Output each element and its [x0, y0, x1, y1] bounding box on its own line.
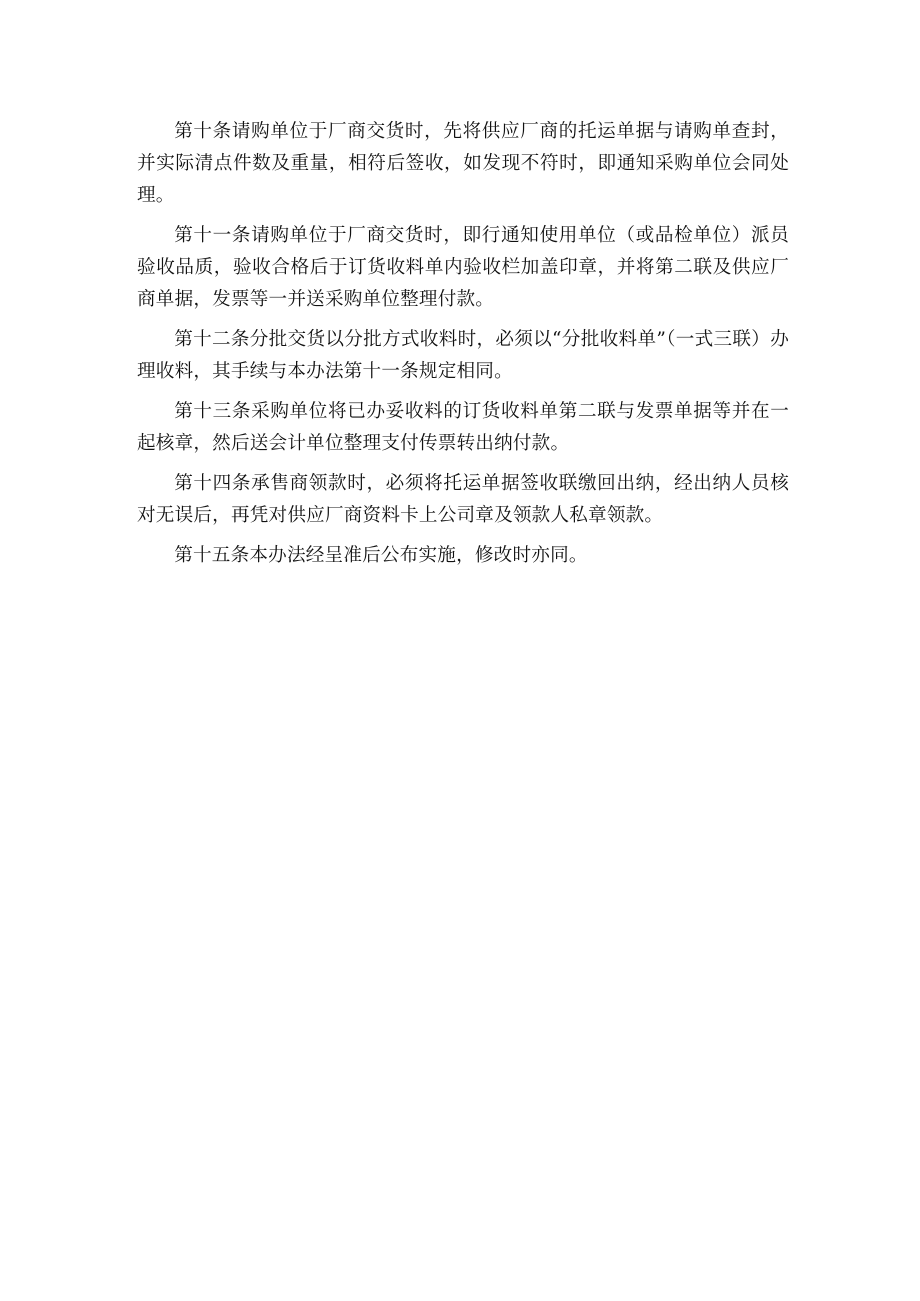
article-14-paragraph: 第十四条承售商领款时，必须将托运单据签收联缴回出纳，经出纳人员核对无误后，再凭对供应厂商资料卡上公司章及领款人私章领款。	[137, 473, 789, 526]
article-11-paragraph: 第十一条请购单位于厂商交货时，即行通知使用单位（或品检单位）派员验收品质，验收合格后于订货收料单内验收栏加盖印章，并将第二联及供应厂商单据，发票等一并送采购单位整理付款。	[137, 225, 789, 310]
article-12-paragraph: 第十二条分批交货以分批方式收料时，必须以“分批收料单”（一式三联）办理收料，其手续与本办法第十一条规定相同。	[137, 329, 789, 382]
article-13-paragraph: 第十三条采购单位将已办妥收料的订货收料单第二联与发票单据等并在一起核章，然后送会计单位整理支付传票转出纳付款。	[137, 401, 789, 454]
document-body	[137, 116, 789, 580]
article-10-paragraph: 第十条请购单位于厂商交货时，先将供应厂商的托运单据与请购单查封，并实际清点件数及重量，相符后签收，如发现不符时，即通知采购单位会同处理。	[137, 121, 789, 206]
article-15-paragraph: 第十五条本办法经呈准后公布实施，修改时亦同。	[174, 545, 588, 566]
